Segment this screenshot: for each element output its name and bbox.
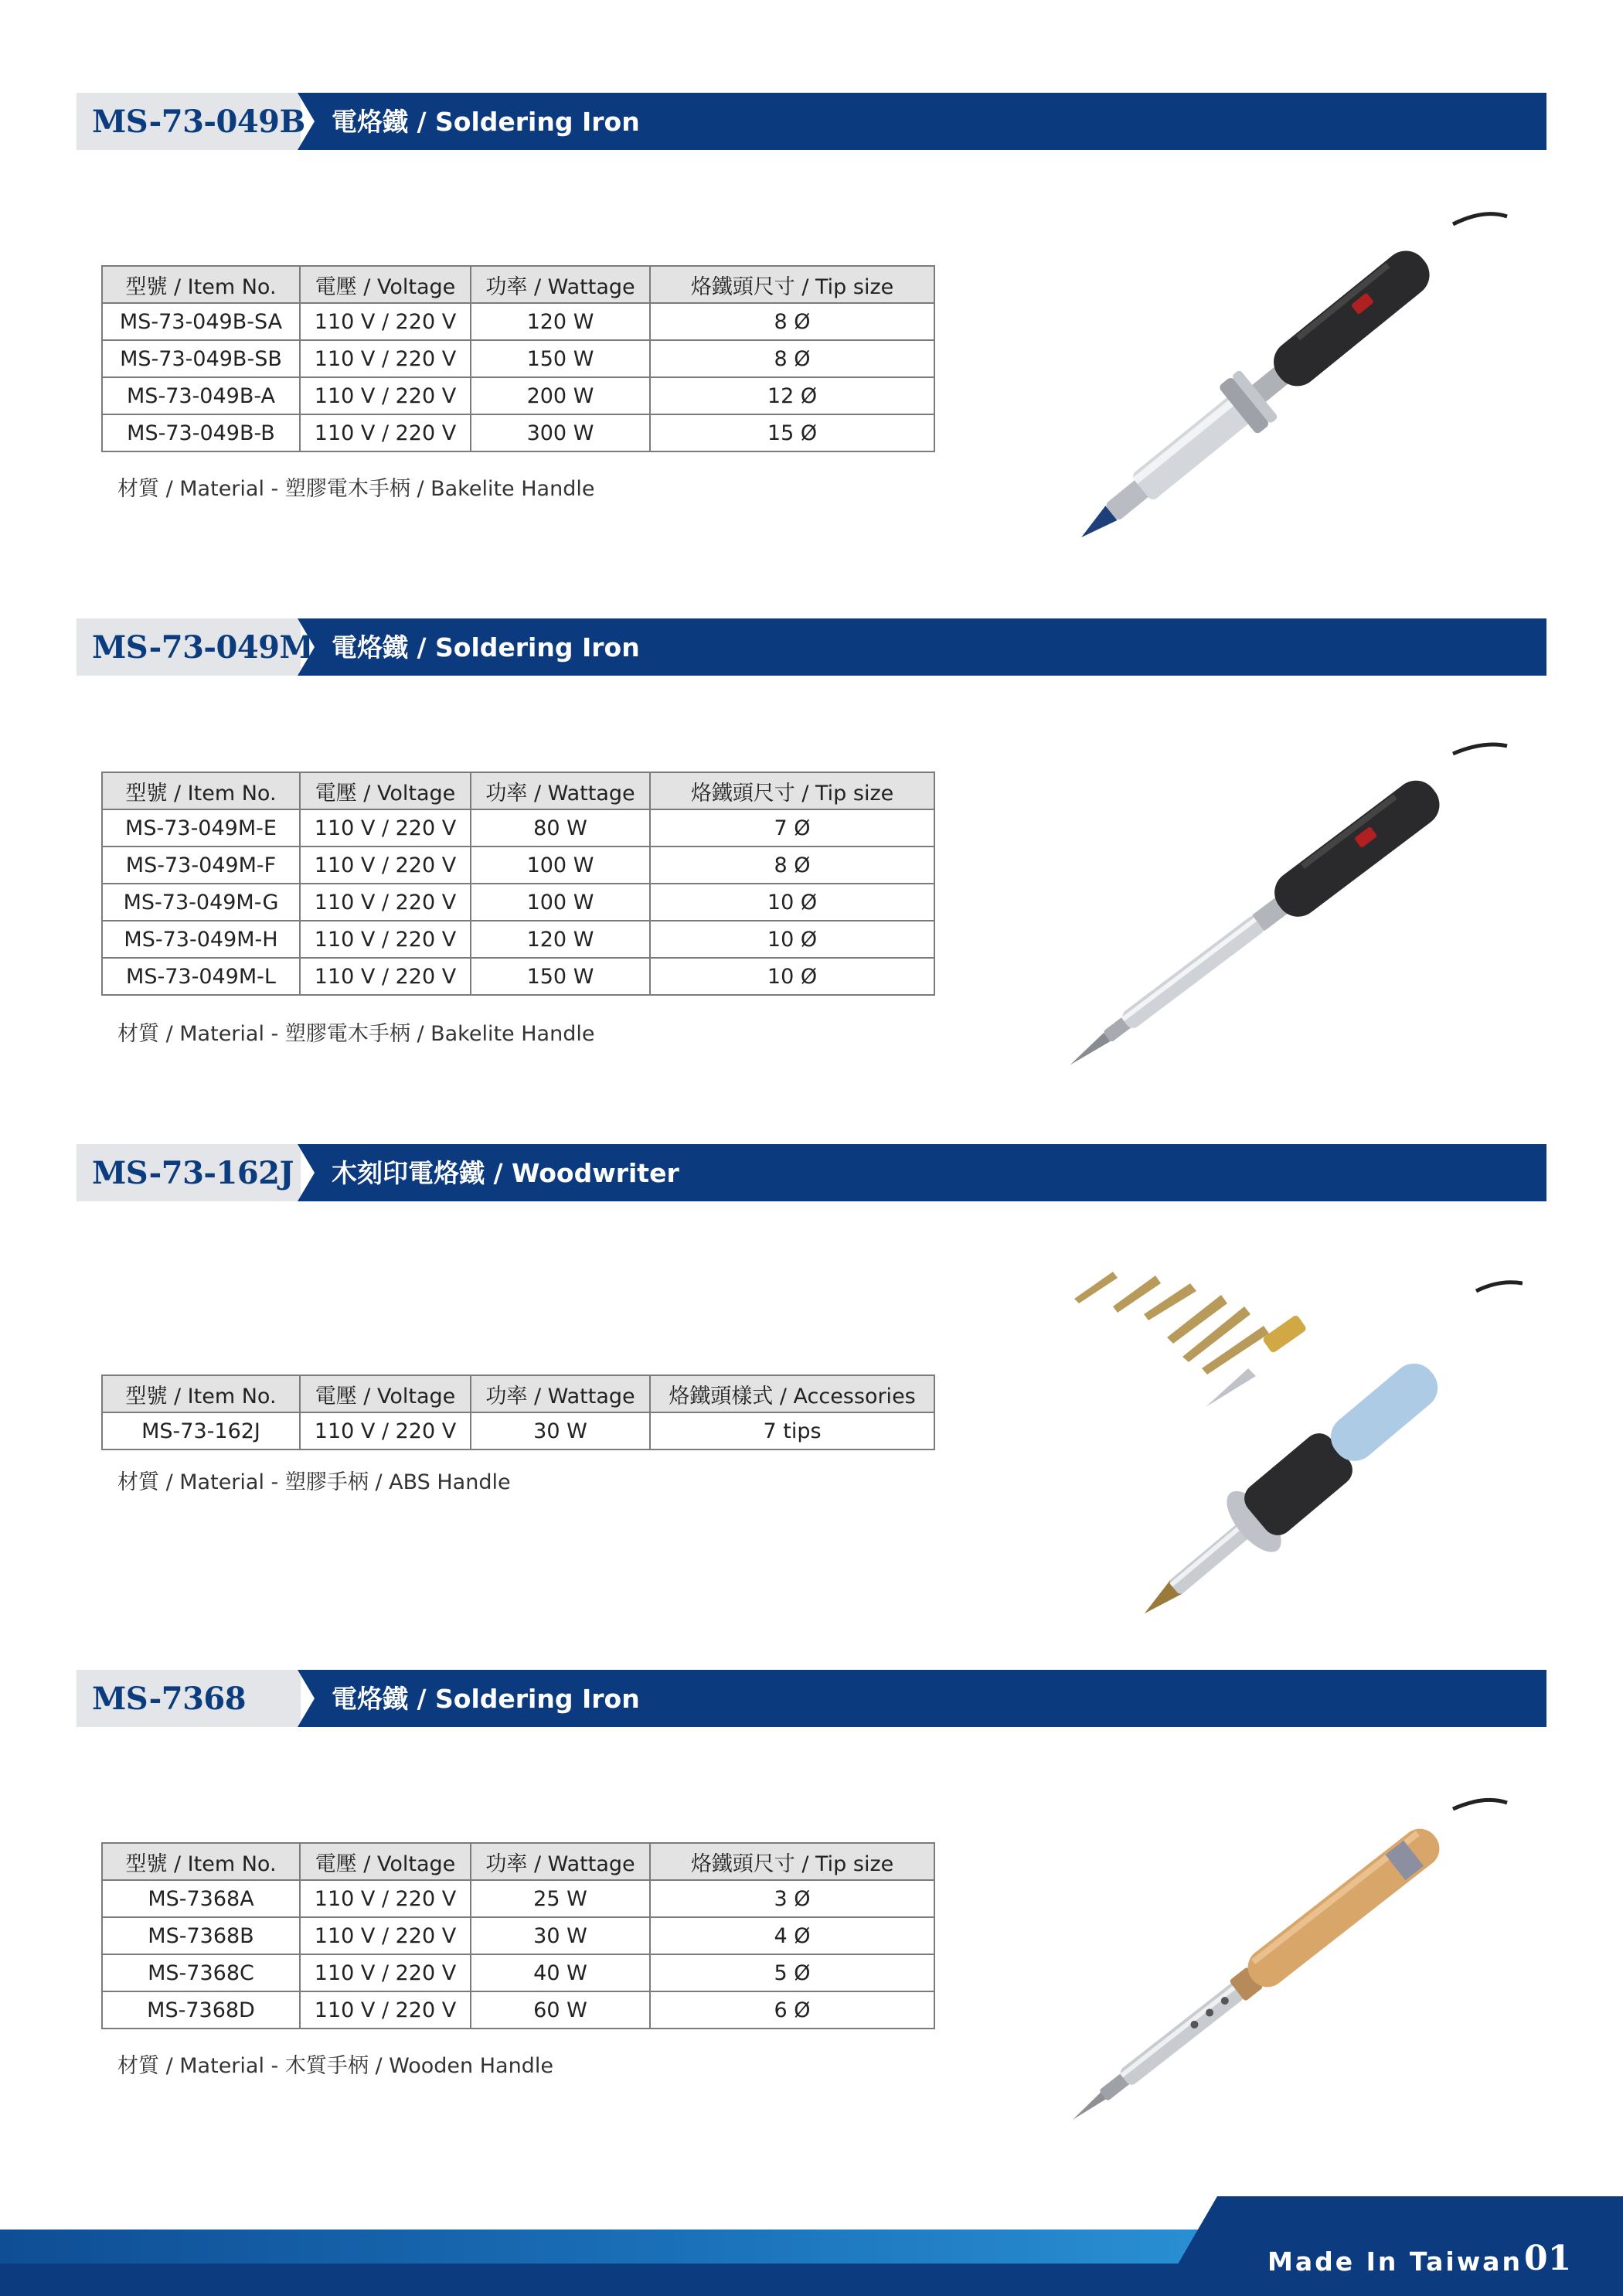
cell-wattage: 30 W bbox=[471, 1917, 650, 1954]
cell-wattage: 100 W bbox=[471, 884, 650, 921]
cell-wattage: 60 W bbox=[471, 1991, 650, 2029]
cell-wattage: 120 W bbox=[471, 303, 650, 340]
spec-table bbox=[101, 265, 935, 452]
cell-wattage: 80 W bbox=[471, 809, 650, 847]
header-wattage: 功率 / Wattage bbox=[471, 266, 650, 303]
product-code: MS-73-162J bbox=[92, 1155, 294, 1191]
cell-tip-size: 6 Ø bbox=[650, 1991, 934, 2029]
footer-gradient-band bbox=[0, 2230, 1206, 2264]
cell-voltage: 110 V / 220 V bbox=[300, 414, 471, 451]
cell-item-no: MS-73-049M-L bbox=[102, 958, 300, 995]
cell-tip-size: 10 Ø bbox=[650, 884, 934, 921]
table-row bbox=[102, 1880, 934, 1917]
page-number: 01 bbox=[1524, 2239, 1572, 2278]
cell-item-no: MS-73-049B-A bbox=[102, 377, 300, 414]
cell-voltage: 110 V / 220 V bbox=[300, 809, 471, 847]
cell-wattage: 25 W bbox=[471, 1880, 650, 1917]
cell-tip-size: 12 Ø bbox=[650, 377, 934, 414]
cell-item-no: MS-7368D bbox=[102, 1991, 300, 2029]
cell-tip-size: 8 Ø bbox=[650, 847, 934, 884]
material-note: 材質 / Material - 塑膠手柄 / ABS Handle bbox=[117, 1470, 511, 1494]
table-row bbox=[102, 847, 934, 884]
cell-voltage: 110 V / 220 V bbox=[300, 884, 471, 921]
cell-voltage: 110 V / 220 V bbox=[300, 1880, 471, 1917]
cell-item-no: MS-73-049B-SA bbox=[102, 303, 300, 340]
cell-tip-size: 10 Ø bbox=[650, 958, 934, 995]
table-row bbox=[102, 958, 934, 995]
material-note: 材質 / Material - 塑膠電木手柄 / Bakelite Handle bbox=[117, 477, 595, 501]
soldering-iron-bakelite-image bbox=[1020, 201, 1515, 572]
table-row bbox=[102, 1954, 934, 1991]
cell-tip-size: 8 Ø bbox=[650, 303, 934, 340]
header-item-no: 型號 / Item No. bbox=[102, 1843, 300, 1880]
product-code: MS-7368 bbox=[92, 1681, 247, 1717]
table-header-row bbox=[102, 772, 934, 809]
cell-voltage: 110 V / 220 V bbox=[300, 958, 471, 995]
cell-voltage: 110 V / 220 V bbox=[300, 921, 471, 958]
header-wattage: 功率 / Wattage bbox=[471, 1375, 650, 1412]
header-voltage: 電壓 / Voltage bbox=[300, 1843, 471, 1880]
soldering-iron-wooden-image bbox=[1020, 1786, 1515, 2149]
cell-voltage: 110 V / 220 V bbox=[300, 1954, 471, 1991]
cell-item-no: MS-73-049M-H bbox=[102, 921, 300, 958]
header-tip-size: 烙鐵頭尺寸 / Tip size bbox=[650, 266, 934, 303]
table-header-row bbox=[102, 1843, 934, 1880]
cell-wattage: 120 W bbox=[471, 921, 650, 958]
header-accessories: 烙鐵頭樣式 / Accessories bbox=[650, 1375, 934, 1412]
material-note: 材質 / Material - 木質手柄 / Wooden Handle bbox=[117, 2054, 553, 2078]
cell-item-no: MS-73-049B-SB bbox=[102, 340, 300, 377]
table-row bbox=[102, 921, 934, 958]
cell-item-no: MS-73-049M-E bbox=[102, 809, 300, 847]
section-header bbox=[77, 1144, 1546, 1201]
product-title: 電烙鐵 / Soldering Iron bbox=[332, 1684, 640, 1714]
table-row bbox=[102, 1917, 934, 1954]
header-voltage: 電壓 / Voltage bbox=[300, 266, 471, 303]
table-row bbox=[102, 809, 934, 847]
cell-tip-size: 5 Ø bbox=[650, 1954, 934, 1991]
cell-item-no: MS-7368A bbox=[102, 1880, 300, 1917]
spec-table bbox=[101, 772, 935, 996]
spec-table bbox=[101, 1842, 935, 2029]
cell-wattage: 150 W bbox=[471, 958, 650, 995]
cell-item-no: MS-7368C bbox=[102, 1954, 300, 1991]
product-title: 電烙鐵 / Soldering Iron bbox=[332, 632, 640, 663]
tips-set bbox=[1074, 1272, 1307, 1407]
header-wattage: 功率 / Wattage bbox=[471, 1843, 650, 1880]
table-row bbox=[102, 303, 934, 340]
header-item-no: 型號 / Item No. bbox=[102, 772, 300, 809]
section-header bbox=[77, 93, 1546, 150]
header-wattage: 功率 / Wattage bbox=[471, 772, 650, 809]
cell-wattage: 150 W bbox=[471, 340, 650, 377]
header-tip-size: 烙鐵頭尺寸 / Tip size bbox=[650, 1843, 934, 1880]
table-row bbox=[102, 414, 934, 451]
cell-tip-size: 15 Ø bbox=[650, 414, 934, 451]
product-code: MS-73-049M bbox=[92, 629, 314, 666]
table-row bbox=[102, 377, 934, 414]
section-header bbox=[77, 1670, 1546, 1727]
table-header-row bbox=[102, 266, 934, 303]
cell-voltage: 110 V / 220 V bbox=[300, 847, 471, 884]
section-header bbox=[77, 618, 1546, 676]
cell-tip-size: 8 Ø bbox=[650, 340, 934, 377]
product-title: 木刻印電烙鐵 / Woodwriter bbox=[332, 1158, 679, 1188]
product-title: 電烙鐵 / Soldering Iron bbox=[332, 107, 640, 137]
table-header-row bbox=[102, 1375, 934, 1412]
header-voltage: 電壓 / Voltage bbox=[300, 1375, 471, 1412]
made-in-taiwan-label: Made In Taiwan bbox=[1267, 2247, 1523, 2277]
header-voltage: 電壓 / Voltage bbox=[300, 772, 471, 809]
page-footer bbox=[0, 2192, 1623, 2296]
cell-voltage: 110 V / 220 V bbox=[300, 377, 471, 414]
table-row bbox=[102, 340, 934, 377]
cell-voltage: 110 V / 220 V bbox=[300, 1917, 471, 1954]
cell-wattage: 200 W bbox=[471, 377, 650, 414]
cell-voltage: 110 V / 220 V bbox=[300, 340, 471, 377]
woodwriter-with-tips-image bbox=[1067, 1252, 1523, 1616]
header-item-no: 型號 / Item No. bbox=[102, 266, 300, 303]
cell-wattage: 300 W bbox=[471, 414, 650, 451]
cell-item-no: MS-73-162J bbox=[102, 1412, 300, 1449]
header-tip-size: 烙鐵頭尺寸 / Tip size bbox=[650, 772, 934, 809]
table-row bbox=[102, 884, 934, 921]
cell-item-no: MS-73-049M-G bbox=[102, 884, 300, 921]
cell-tip-size: 10 Ø bbox=[650, 921, 934, 958]
cell-tip-size: 4 Ø bbox=[650, 1917, 934, 1954]
cell-tip-size: 3 Ø bbox=[650, 1880, 934, 1917]
cell-voltage: 110 V / 220 V bbox=[300, 303, 471, 340]
cell-wattage: 30 W bbox=[471, 1412, 650, 1449]
cell-item-no: MS-73-049B-B bbox=[102, 414, 300, 451]
cell-item-no: MS-7368B bbox=[102, 1917, 300, 1954]
cell-tip-size: 7 Ø bbox=[650, 809, 934, 847]
header-item-no: 型號 / Item No. bbox=[102, 1375, 300, 1412]
cell-voltage: 110 V / 220 V bbox=[300, 1412, 471, 1449]
cell-wattage: 40 W bbox=[471, 1954, 650, 1991]
spec-table bbox=[101, 1375, 935, 1450]
material-note: 材質 / Material - 塑膠電木手柄 / Bakelite Handle bbox=[117, 1022, 595, 1046]
product-code: MS-73-049B bbox=[92, 104, 305, 140]
cell-wattage: 100 W bbox=[471, 847, 650, 884]
table-row bbox=[102, 1991, 934, 2029]
soldering-iron-bakelite-slim-image bbox=[1020, 734, 1515, 1098]
cell-item-no: MS-73-049M-F bbox=[102, 847, 300, 884]
table-row bbox=[102, 1412, 934, 1449]
cell-accessories: 7 tips bbox=[650, 1412, 934, 1449]
cell-voltage: 110 V / 220 V bbox=[300, 1991, 471, 2029]
